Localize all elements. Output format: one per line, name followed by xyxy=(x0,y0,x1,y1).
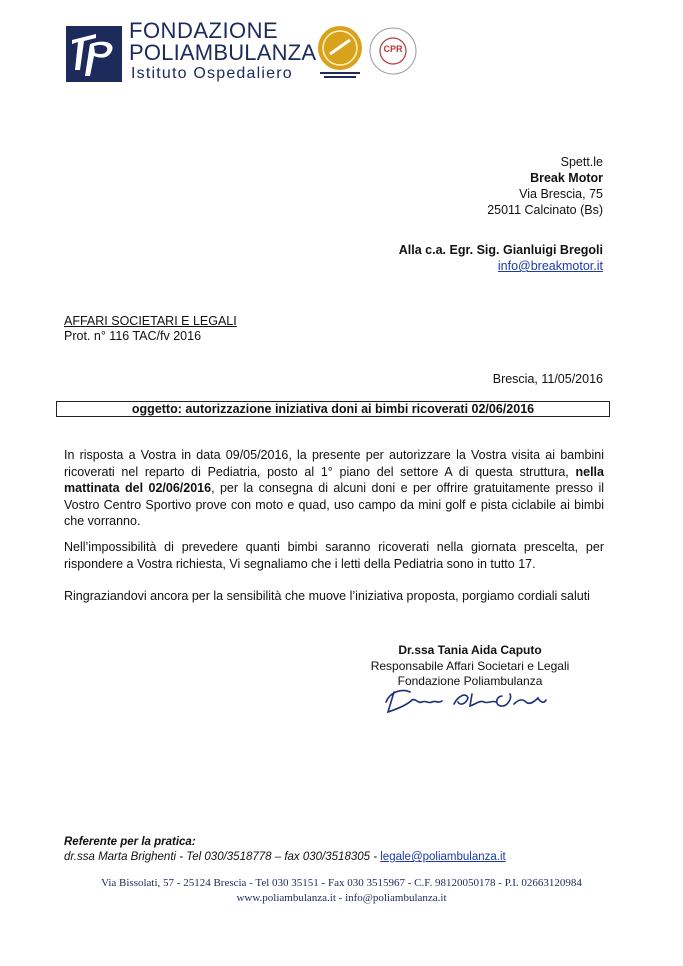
org-name-line2: POLIAMBULANZA xyxy=(129,40,317,65)
accreditation-seal-icon xyxy=(316,24,364,80)
cpr-seal-label: CPR xyxy=(383,44,403,54)
body-p1-text-cont: , per la consegna di alcuni doni e per offrire gratuitamente presso il Vostro Centro Sportivo prove con moto e quad, uso campo da mini golf e pista ciclabile ai bimbi che vorranno. xyxy=(64,481,604,528)
body-p1-highlight: nella mattinata del 02/06/2016 xyxy=(64,464,604,495)
recipient-city: 25011 Calcinato (Bs) xyxy=(487,203,603,217)
body-paragraph-1 xyxy=(64,447,604,530)
recipient-email-link[interactable]: info@breakmotor.it xyxy=(497,259,603,273)
subject-line: oggetto: autorizzazione iniziativa doni ai bimbi ricoverati 02/06/2016 xyxy=(56,401,610,417)
signer-name: Dr.ssa Tania Aida Caputo xyxy=(398,643,542,657)
handwritten-signature xyxy=(380,682,550,716)
recipient-company: Break Motor xyxy=(530,171,603,185)
signer-organization: Fondazione Poliambulanza xyxy=(397,674,543,688)
footer-address: Via Bissolati, 57 - 25124 Brescia - Tel 030 35151 - Fax 030 3515967 - C.F. 98120050178 - P.I. 02663120984 xyxy=(101,877,582,889)
footer-web: www.poliambulanza.it - info@poliambulanza.it xyxy=(236,892,447,904)
recipient-attention: Alla c.a. Egr. Sig. Gianluigi Bregoli xyxy=(398,243,603,257)
body-p1-text: In risposta a Vostra in data 09/05/2016, la presente per autorizzare la Vostra visita ai bambini ricoverati nel reparto di Pediatria, posto al 1° piano del settore A di questa struttura, xyxy=(64,448,604,479)
org-name-line1: FONDAZIONE xyxy=(129,18,279,43)
reference-title: Referente per la pratica: xyxy=(64,836,196,848)
org-subtitle: Istituto Ospedaliero xyxy=(131,65,293,82)
body-paragraph-3: Ringraziandovi ancora per la sensibilità che muove l’iniziativa proposta, porgiamo cordiali saluti xyxy=(64,589,590,603)
letter-date: Brescia, 11/05/2016 xyxy=(492,372,603,386)
reference-details: dr.ssa Marta Brighenti - Tel 030/3518778 – fax 030/3518305 - xyxy=(64,851,381,863)
recipient-greeting: Spett.le xyxy=(560,155,603,169)
cpr-seal xyxy=(368,26,418,76)
protocol-number: Prot. n° 116 TAC/fv 2016 xyxy=(64,329,202,343)
body-paragraph-2: Nell’impossibilità di prevedere quanti bimbi saranno ricoverati nella giornata prescelta, per rispondere a Vostra richiesta, Vi segnaliamo che i letti della Pediatria sono in tutto 17. xyxy=(64,540,604,571)
signer-role: Responsabile Affari Societari e Legali xyxy=(370,658,570,673)
poliambulanza-logo xyxy=(66,26,122,82)
contact-reference xyxy=(64,835,506,865)
sender-department: AFFARI SOCIETARI E LEGALI xyxy=(64,314,237,328)
recipient-street: Via Brescia, 75 xyxy=(519,187,603,201)
reference-email-link[interactable]: legale@poliambulanza.it xyxy=(380,851,506,863)
